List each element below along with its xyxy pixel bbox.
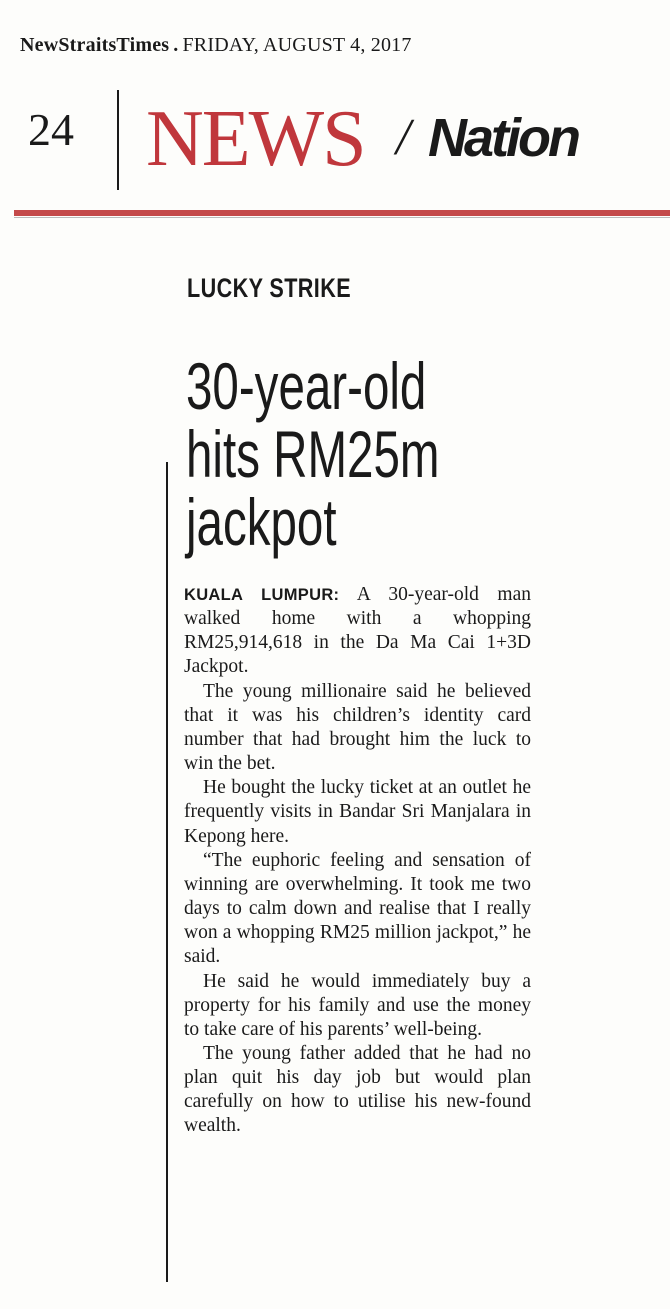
headline-line: 30-year-old [186, 349, 427, 423]
page-number: 24 [28, 104, 74, 155]
article-paragraph [184, 583, 531, 680]
column-rule [166, 462, 168, 1282]
header-rule [14, 210, 670, 216]
header-rule-thin [14, 217, 670, 218]
paragraph-text: A 30-year-old man walked home with a whopping RM25,914,618 in the Da Ma Cai 1+3D Jackpot. [184, 584, 531, 678]
article-paragraph: He said he would immediately buy a property for his family and use the money to take care of his parents’ well-being. [184, 970, 531, 1040]
newspaper-name: NewStraitsTimes [20, 34, 170, 56]
article-paragraph: “The euphoric feeling and sensation of winning are overwhelming. It took me two days to calm down and realise that I really won a whopping RM25 million jackpot,” he said. [184, 849, 531, 968]
section-title: NEWS [146, 95, 365, 183]
header-divider [117, 90, 119, 190]
article-paragraph: The young millionaire said he believed that it was his children’s identity card number that had brought him the luck to win the bet. [184, 680, 531, 775]
dateline: KUALA LUMPUR: [184, 586, 340, 604]
article-body [184, 583, 531, 1139]
headline-line: hits RM25m [186, 417, 440, 491]
section-slash: / [396, 109, 411, 166]
headline-line: jackpot [186, 485, 337, 559]
article-paragraph: He bought the lucky ticket at an outlet he frequently visits in Bandar Sri Manjalara in Kepong here. [184, 777, 531, 847]
article-headline [186, 349, 532, 559]
subsection-title: Nation [428, 108, 578, 168]
masthead-separator: . [173, 34, 179, 56]
masthead [20, 34, 412, 57]
issue-date: FRIDAY, AUGUST 4, 2017 [182, 34, 412, 56]
article-paragraph: The young father added that he had no plan quit his day job but would plan carefully on how to utilise his new-found wealth. [184, 1042, 531, 1137]
article-kicker: LUCKY STRIKE [187, 273, 352, 303]
